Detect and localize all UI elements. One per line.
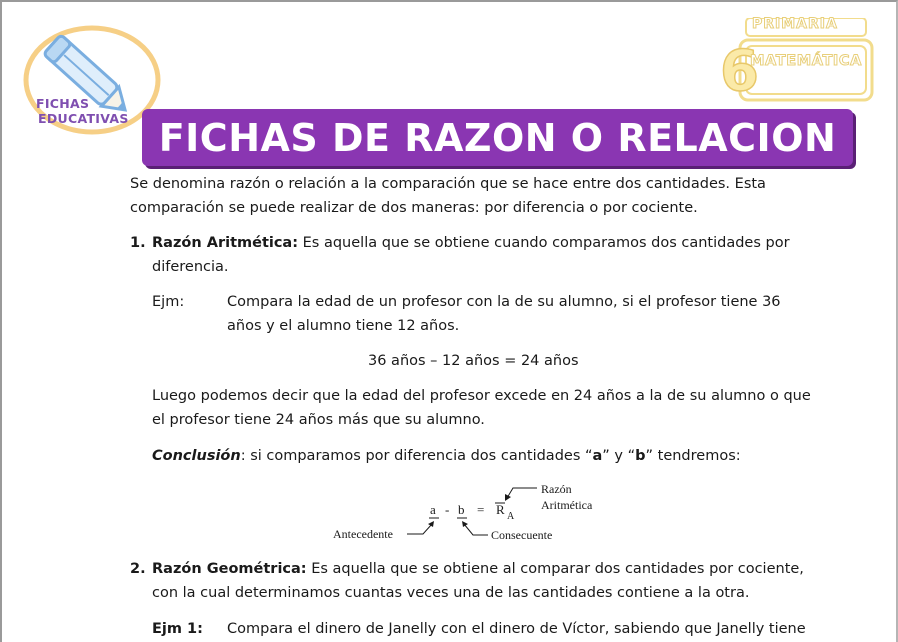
item1-line-1 [152, 231, 790, 255]
example2-label: Ejm 1: [152, 621, 203, 637]
arrowhead-antecedente [428, 521, 434, 527]
intro-line-1: Se denomina razón o relación a la comparación que se hace entre dos cantidades. Esta [130, 176, 766, 192]
badge-level: PRIMARIA [752, 16, 838, 32]
example1-label: Ejm: [152, 294, 185, 310]
formula-b: b [458, 502, 465, 517]
arrow-antecedente [407, 524, 432, 534]
conclusion-var-b: b [635, 448, 646, 464]
arrow-razon [507, 488, 537, 498]
formula-sub: A [507, 511, 515, 522]
conclusion-text-b: ” y “ [602, 448, 636, 464]
item2-line-1 [152, 557, 804, 581]
example1-line-1: Compara la edad de un profesor con la de su alumno, si el profesor tiene 36 [227, 294, 781, 310]
formula-equals: = [477, 502, 485, 517]
label-consecuente: Consecuente [491, 528, 553, 542]
item1-line-2: diferencia. [152, 259, 229, 275]
formula-a: a [430, 502, 436, 517]
page-title: FICHAS DE RAZON O RELACION [158, 115, 837, 160]
example1-line-2: años y el alumno tiene 12 años. [227, 318, 460, 334]
conclusion-var-a: a [592, 448, 603, 464]
logo-text-line1: FICHAS [36, 96, 90, 111]
item2-heading: Razón Geométrica: [152, 561, 307, 577]
luego-line-1: Luego podemos decir que la edad del profesor excede en 24 años a la de su alumno o que [152, 388, 811, 404]
conclusion-text-c: ” tendremos: [645, 448, 741, 464]
intro-line-2: comparación se puede realizar de dos maneras: por diferencia o por cociente. [130, 200, 698, 216]
label-razon: Razón [541, 482, 572, 496]
arrowhead-razon [505, 494, 511, 501]
conclusion-label: Conclusión [152, 448, 241, 464]
example1-equation: 36 años – 12 años = 24 años [368, 353, 579, 369]
grade-number: 6 [720, 39, 759, 104]
item1-heading: Razón Aritmética: [152, 235, 299, 251]
label-antecedente: Antecedente [333, 527, 393, 541]
formula-r: R [496, 502, 505, 517]
label-aritmetica: Aritmética [541, 498, 593, 512]
conclusion-text-a: : si comparamos por diferencia dos cantidades “ [240, 448, 593, 464]
arrow-consecuente [464, 524, 488, 535]
item2-line-2: con la cual determinamos cuantas veces una de las cantidades contiene a la otra. [152, 585, 750, 601]
example2-line-1: Compara el dinero de Janelly con el dinero de Víctor, sabiendo que Janelly tiene [227, 621, 806, 637]
logo-text-line2: EDUCATIVAS [38, 111, 129, 126]
conclusion-line [152, 444, 741, 468]
arrowhead-consecuente [462, 521, 468, 527]
arithmetic-ratio-formula [325, 478, 625, 550]
item1-text: Es aquella que se obtiene cuando comparamos dos cantidades por [298, 235, 790, 251]
formula-minus: - [445, 502, 450, 517]
item2-number: 2. [130, 561, 146, 577]
badge-subject: MATEMÁTICA [750, 53, 862, 69]
luego-line-2: el profesor tiene 24 años más que su alumno. [152, 412, 485, 428]
item1-number: 1. [130, 235, 146, 251]
item2-text: Es aquella que se obtiene al comparar dos cantidades por cociente, [306, 561, 804, 577]
